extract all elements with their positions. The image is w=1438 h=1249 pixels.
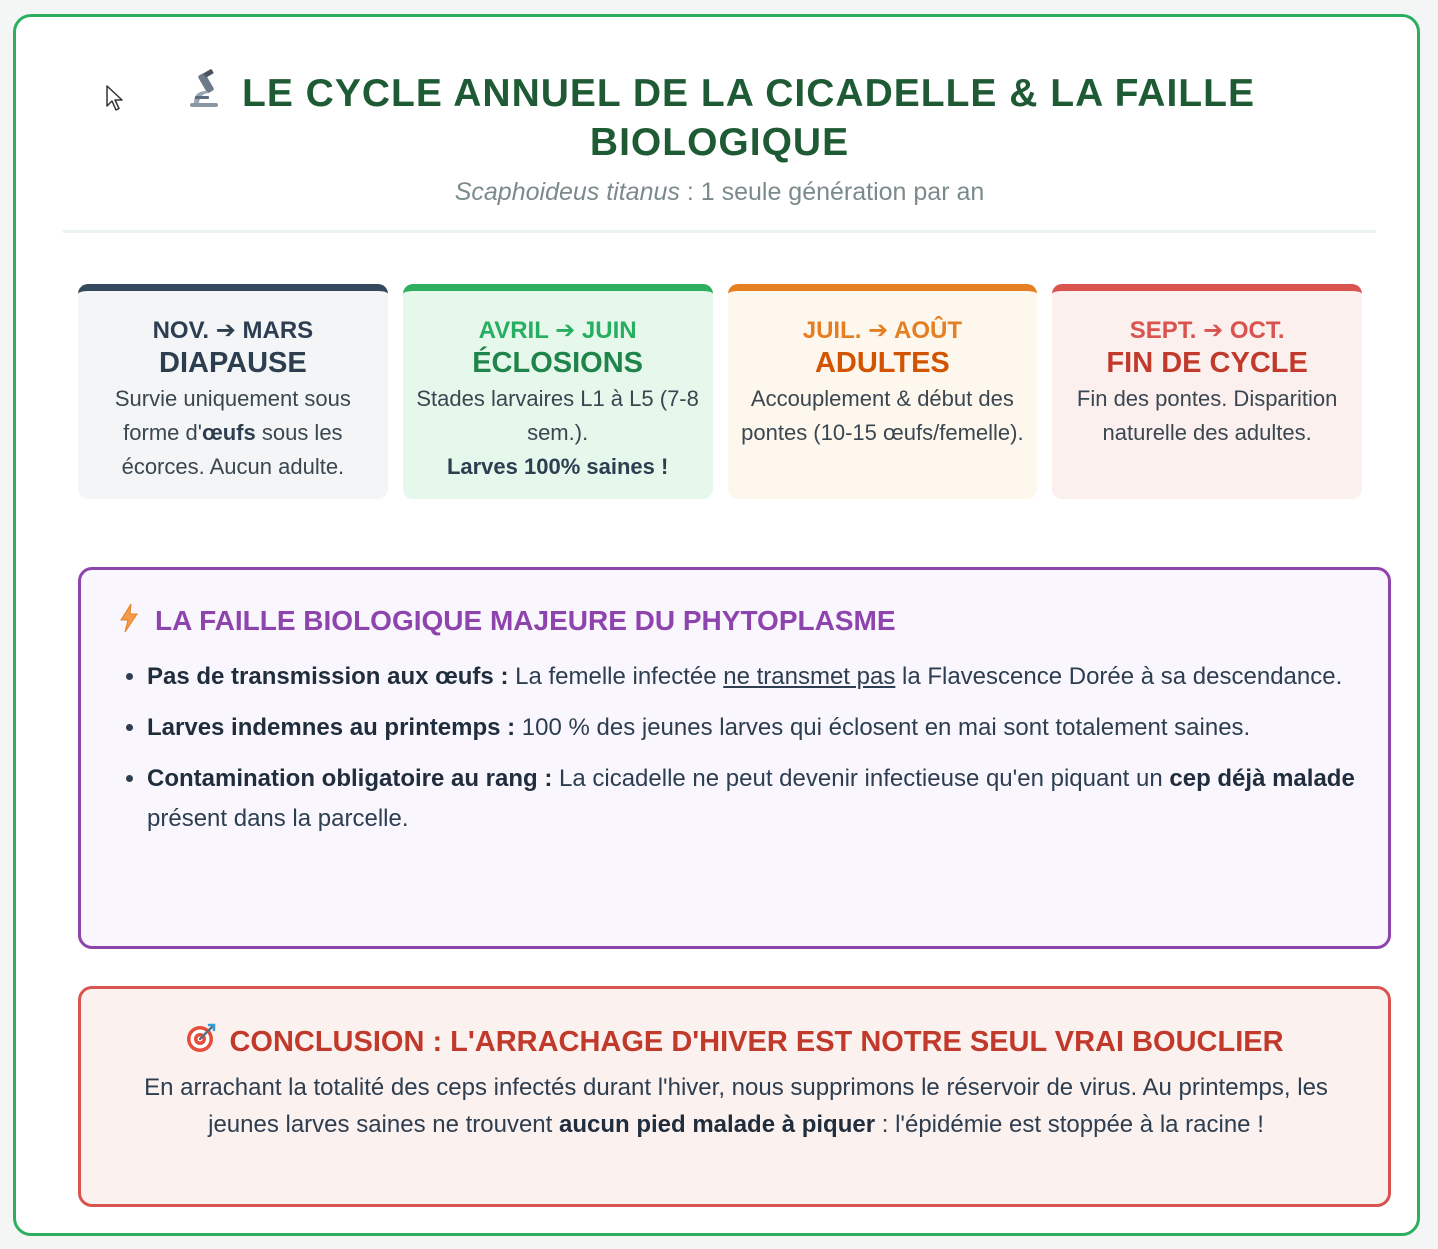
page-title-text: LE CYCLE ANNUEL DE LA CICADELLE & LA FAILLE BIOLOGIQUE bbox=[242, 72, 1255, 164]
phase-card-adultes bbox=[728, 284, 1038, 499]
phase-description: Fin des pontes. Disparition naturelle des adultes. bbox=[1076, 386, 1338, 445]
phase-name: DIAPAUSE bbox=[159, 347, 307, 379]
phase-description: Stades larvaires L1 à L5 (7-8 sem.). Larves 100% saines ! bbox=[416, 386, 699, 479]
phase-months: NOV. ➔ MARS bbox=[152, 317, 314, 344]
phase-card-diapause bbox=[78, 284, 388, 499]
infographic-card bbox=[13, 14, 1420, 1236]
subtitle-text: : 1 seule génération par an bbox=[679, 178, 985, 206]
phase-name: ADULTES bbox=[814, 347, 950, 379]
biological-flaw-box bbox=[78, 567, 1391, 949]
page-subtitle bbox=[63, 176, 1376, 208]
page-title bbox=[63, 69, 1376, 166]
flaw-title bbox=[119, 603, 896, 642]
flaw-list bbox=[111, 657, 1367, 850]
phase-card-fin-de-cycle bbox=[1052, 284, 1362, 499]
phase-name: ÉCLOSIONS bbox=[472, 347, 644, 379]
phase-months: SEPT. ➔ OCT. bbox=[1129, 317, 1285, 344]
target-icon bbox=[185, 1022, 217, 1063]
list-item: • Larves indemnes au printemps : 100 % des jeunes larves qui éclosent en mai sont totalement saines. bbox=[147, 708, 1367, 748]
list-item: • Pas de transmission aux œufs : La femelle infectée ne transmet pas la Flavescence Dorée à sa descendance. bbox=[147, 657, 1367, 697]
header-divider bbox=[63, 230, 1376, 233]
phase-months: JUIL. ➔ AOÛT bbox=[802, 317, 962, 344]
conclusion-title bbox=[81, 1022, 1388, 1063]
conclusion-title-text: CONCLUSION : L'ARRACHAGE D'HIVER EST NOTRE SEUL VRAI BOUCLIER bbox=[229, 1026, 1284, 1058]
conclusion-box bbox=[78, 986, 1391, 1207]
list-item: • Contamination obligatoire au rang : La cicadelle ne peut devenir infectieuse qu'en piquant un cep déjà malade présent dans la parcelle. bbox=[147, 759, 1367, 839]
phase-months: AVRIL ➔ JUIN bbox=[478, 317, 637, 344]
phase-description: Accouplement & début des pontes (10-15 œufs/femelle). bbox=[741, 386, 1024, 445]
phase-timeline bbox=[78, 284, 1362, 499]
lightning-icon bbox=[119, 603, 139, 642]
conclusion-text: En arrachant la totalité des ceps infectés durant l'hiver, nous supprimons le réservoir de virus. Au printemps, les jeunes larves saines ne trouvent aucun pied malade à piquer : l'épidémie est stoppée à la racine ! bbox=[144, 1074, 1328, 1138]
phase-card-eclosions bbox=[403, 284, 713, 499]
microscope-icon bbox=[184, 69, 224, 120]
species-name: Scaphoideus titanus bbox=[454, 178, 680, 206]
phase-description: Survie uniquement sous forme d'œufs sous les écorces. Aucun adulte. bbox=[114, 386, 351, 479]
phase-name: FIN DE CYCLE bbox=[1106, 347, 1308, 379]
flaw-title-text: LA FAILLE BIOLOGIQUE MAJEURE DU PHYTOPLASME bbox=[155, 605, 896, 636]
header bbox=[63, 69, 1376, 208]
